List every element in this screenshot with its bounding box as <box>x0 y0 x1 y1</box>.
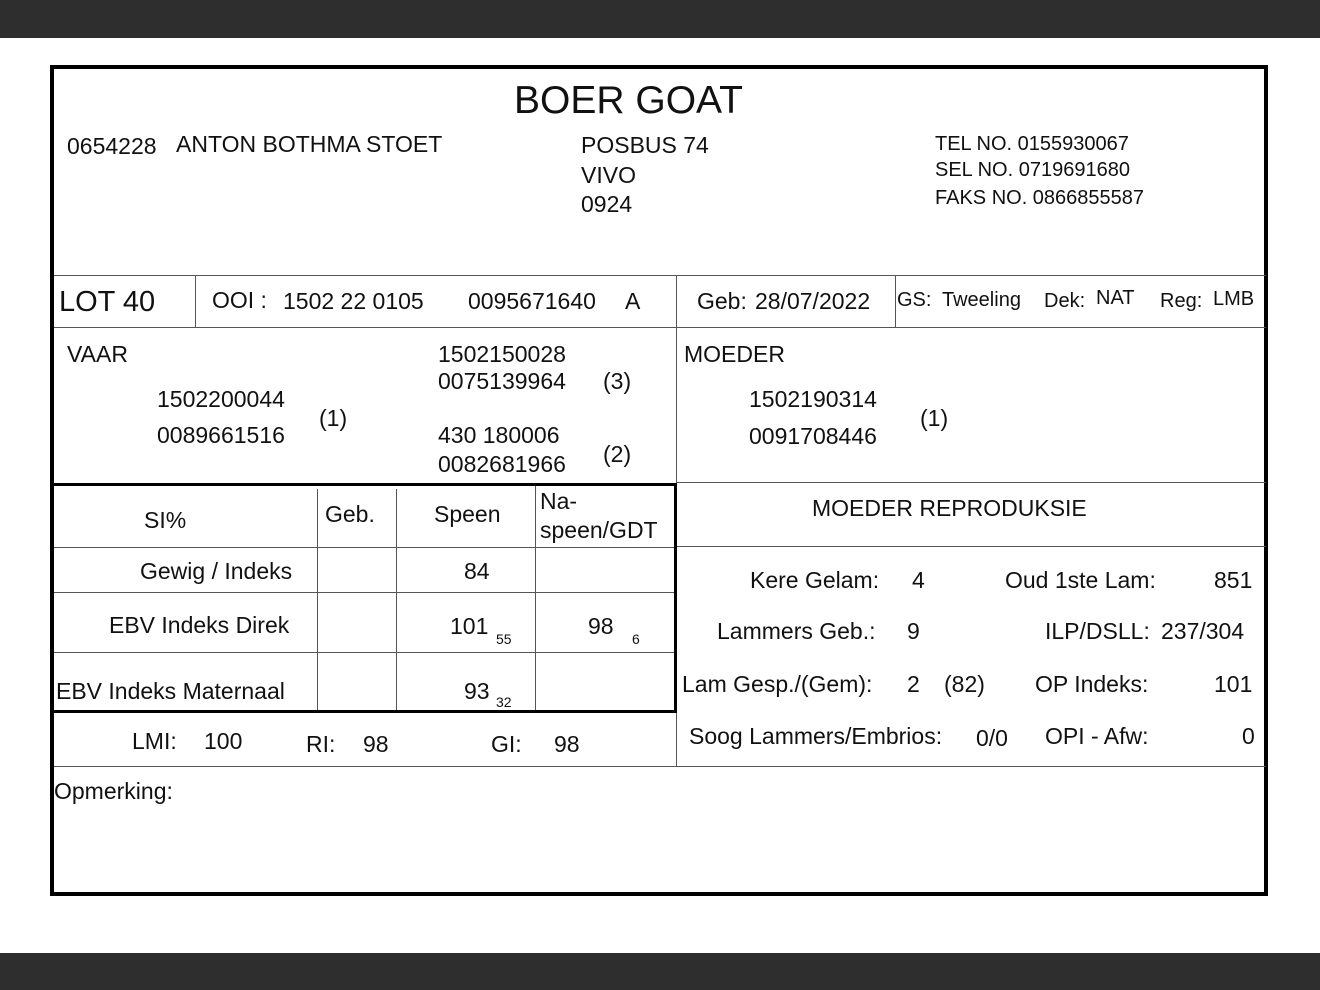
op-indeks-value: 101 <box>1214 671 1253 697</box>
speen-header: Speen <box>434 501 501 527</box>
vaar-id-1: 1502200044 <box>157 386 285 412</box>
address-line-1: POSBUS 74 <box>581 132 709 158</box>
top-bar <box>0 0 1320 38</box>
address-line-3: 0924 <box>581 191 633 217</box>
vaar-label: VAAR <box>67 341 128 367</box>
ooi-grade: A <box>625 288 641 314</box>
divider <box>54 592 674 593</box>
op-indeks-label: OP Indeks: <box>1035 671 1149 697</box>
gewig-speen-value: 84 <box>464 558 490 584</box>
divider <box>54 766 676 767</box>
moeder-label: MOEDER <box>684 341 785 367</box>
oud-1ste-lam-value: 851 <box>1214 567 1253 593</box>
bottom-bar <box>0 953 1320 990</box>
naspeen-header-2: speen/GDT <box>540 517 658 543</box>
sel-number: SEL NO. 0719691680 <box>935 159 1130 181</box>
card-title: BOER GOAT <box>514 79 743 122</box>
ri-value: 98 <box>363 731 389 757</box>
soog-lammers-value: 0/0 <box>976 725 1008 751</box>
ilp-dsll-value: 237/304 <box>1161 618 1245 644</box>
row-label-ebv-direk: EBV Indeks Direk <box>109 612 290 638</box>
dam-of-sire-mark: (2) <box>603 441 632 467</box>
lot-card <box>50 65 1268 896</box>
lot-number: LOT 40 <box>59 286 156 318</box>
sire-of-sire-id-2: 0075139964 <box>438 368 566 394</box>
reproduksie-title: MOEDER REPRODUKSIE <box>812 495 1087 521</box>
soog-lammers-label: Soog Lammers/Embrios: <box>689 723 943 749</box>
divider <box>54 275 1266 276</box>
gs-value: Tweeling <box>942 289 1021 311</box>
gs-label: GS: <box>897 289 932 311</box>
vaar-mark: (1) <box>319 405 348 431</box>
lam-gesp-value: 2 <box>907 671 920 697</box>
maternaal-speen-sub: 32 <box>496 694 512 710</box>
geb-label: Geb: <box>697 288 747 314</box>
dek-value: NAT <box>1096 287 1135 309</box>
ri-label: RI: <box>306 731 336 757</box>
opi-afw-label: OPI - Afw: <box>1045 723 1149 749</box>
reg-label: Reg: <box>1160 290 1203 312</box>
dek-label: Dek: <box>1044 290 1086 312</box>
gi-value: 98 <box>554 731 580 757</box>
faks-number: FAKS NO. 0866855587 <box>935 187 1145 209</box>
divider <box>535 486 536 710</box>
sire-of-sire-mark: (3) <box>603 368 632 394</box>
breeder-code: 0654228 <box>67 133 157 159</box>
kere-gelam-value: 4 <box>912 567 925 593</box>
opi-afw-value: 0 <box>1242 723 1255 749</box>
divider <box>54 652 674 653</box>
ooi-number: 0095671640 <box>468 288 596 314</box>
divider <box>54 327 1266 328</box>
si-header: SI% <box>144 507 187 533</box>
direk-speen-sub: 55 <box>496 631 512 647</box>
direk-naspeen-value: 98 <box>588 613 614 639</box>
si-table-right <box>674 483 677 713</box>
geb-date: 28/07/2022 <box>755 288 871 314</box>
divider <box>676 766 1266 767</box>
ooi-id: 1502 22 0105 <box>283 288 424 314</box>
moeder-id-2: 0091708446 <box>749 423 877 449</box>
direk-speen-value: 101 <box>450 613 489 639</box>
divider <box>895 275 896 327</box>
moeder-mark: (1) <box>920 405 949 431</box>
si-table-bottom <box>54 710 676 713</box>
opmerking-label: Opmerking: <box>54 778 173 804</box>
lmi-label: LMI: <box>132 728 177 754</box>
reg-value: LMB <box>1213 288 1255 310</box>
row-label-gewig: Gewig / Indeks <box>140 558 293 584</box>
lam-gesp-gem-value: (82) <box>944 671 985 697</box>
maternaal-speen-value: 93 <box>464 678 490 704</box>
direk-naspeen-sub: 6 <box>632 631 640 647</box>
lammers-geb-value: 9 <box>907 618 920 644</box>
si-table-top <box>54 483 676 486</box>
divider <box>676 482 1266 483</box>
divider <box>676 546 1266 547</box>
geb-header: Geb. <box>325 501 375 527</box>
vaar-id-2: 0089661516 <box>157 422 285 448</box>
breeder-name: ANTON BOTHMA STOET <box>176 131 443 157</box>
ilp-dsll-label: ILP/DSLL: <box>1045 618 1150 644</box>
ooi-label: OOI : <box>212 287 267 313</box>
lammers-geb-label: Lammers Geb.: <box>717 618 876 644</box>
row-label-ebv-maternaal: EBV Indeks Maternaal <box>56 678 285 704</box>
lmi-value: 100 <box>204 728 243 754</box>
address-line-2: VIVO <box>581 162 636 188</box>
tel-number: TEL NO. 0155930067 <box>935 133 1129 155</box>
dam-of-sire-id-2: 0082681966 <box>438 451 566 477</box>
divider <box>396 489 397 710</box>
sire-of-sire-id-1: 1502150028 <box>438 341 566 367</box>
dam-of-sire-id-1: 430 180006 <box>438 422 560 448</box>
divider <box>317 489 318 710</box>
gi-label: GI: <box>491 731 522 757</box>
moeder-id-1: 1502190314 <box>749 386 877 412</box>
naspeen-header-1: Na- <box>540 488 578 514</box>
oud-1ste-lam-label: Oud 1ste Lam: <box>1005 567 1156 593</box>
divider <box>54 547 674 548</box>
kere-gelam-label: Kere Gelam: <box>750 567 880 593</box>
lam-gesp-label: Lam Gesp./(Gem): <box>682 671 873 697</box>
divider <box>195 275 196 327</box>
